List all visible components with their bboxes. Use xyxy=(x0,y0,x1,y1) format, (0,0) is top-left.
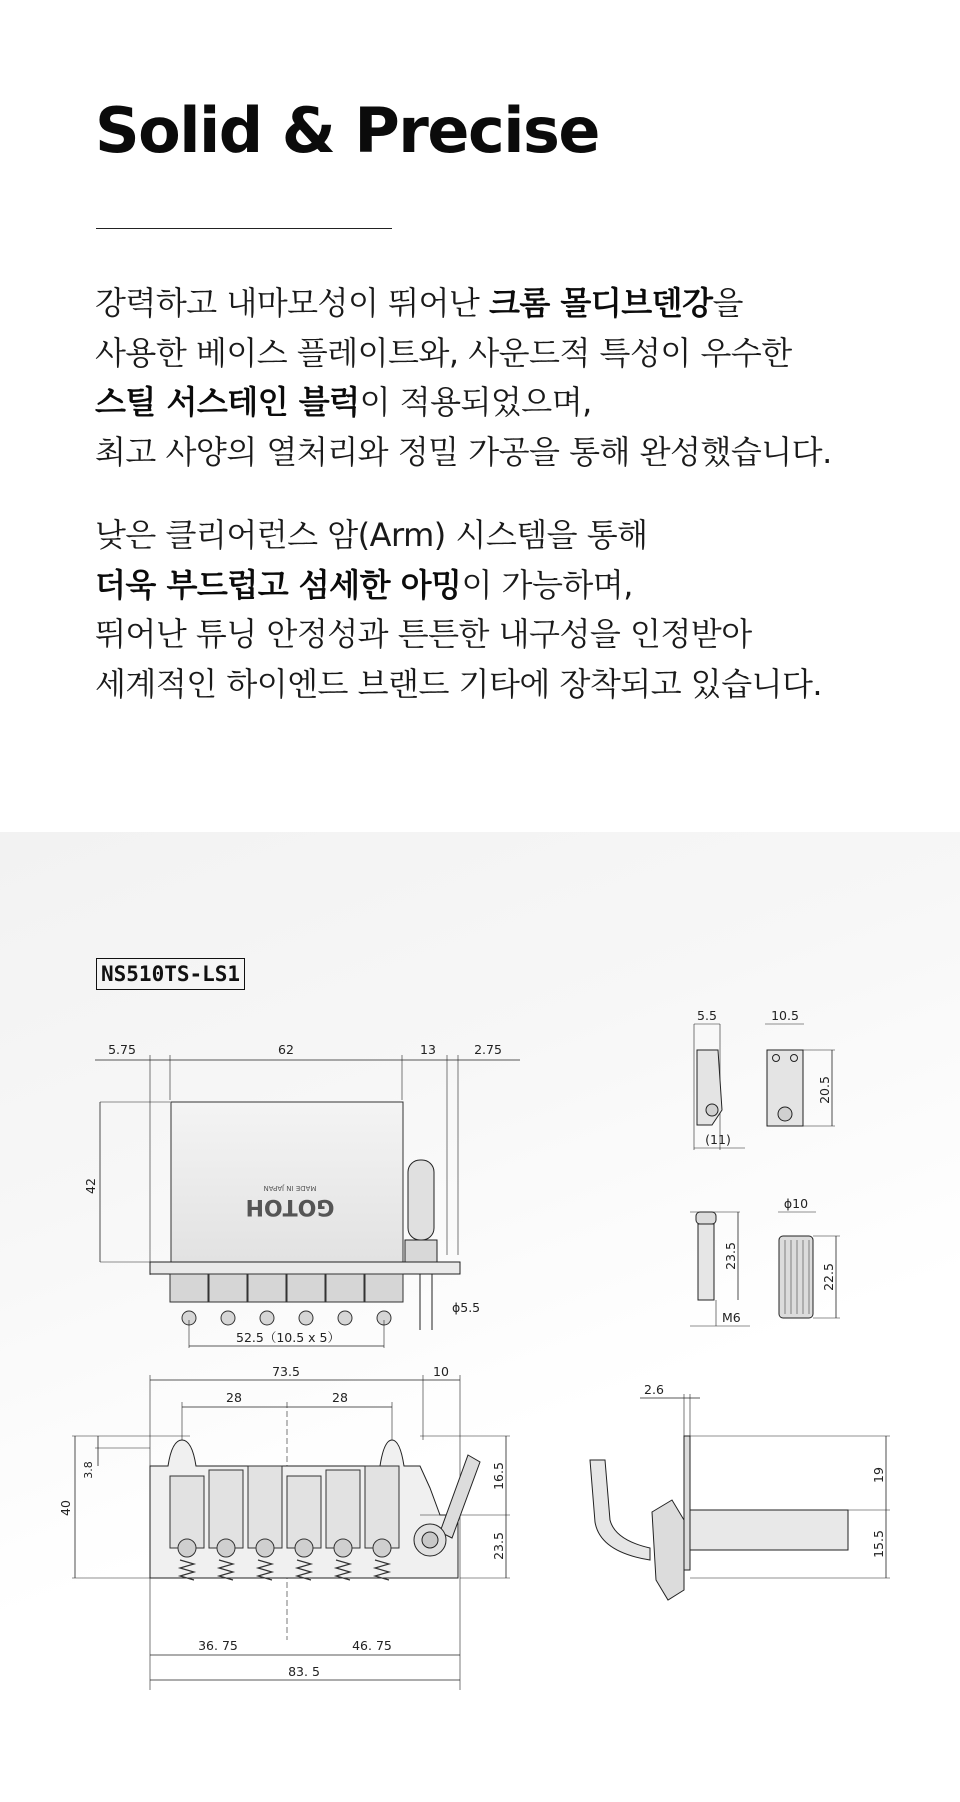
dim-top-arm-offset: 10 xyxy=(433,1364,449,1379)
dim-total-width: 83. 5 xyxy=(288,1664,320,1679)
dim-side-upper: 19 xyxy=(871,1467,886,1483)
dim-screw-length: 23.5 xyxy=(723,1242,738,1270)
dim-screw-thread: M6 xyxy=(722,1310,741,1325)
dim-top-total-depth: 40 xyxy=(58,1500,73,1516)
dim-knob-diameter: ϕ10 xyxy=(783,1196,809,1211)
emphasis-text: 스틸 서스테인 블럭 xyxy=(95,383,360,421)
dim-front-right-offset: 2.75 xyxy=(474,1042,502,1057)
dim-front-block-width: 62 xyxy=(278,1042,294,1057)
dim-top-body-width: 73.5 xyxy=(272,1364,300,1379)
body-text: 낮은 클리어런스 암(Arm) 시스템을 통해 xyxy=(95,516,648,554)
dim-top-inner-offset: 3.8 xyxy=(82,1461,95,1479)
dim-post-spacing-right: 28 xyxy=(332,1390,348,1405)
dim-arm-diameter: ϕ5.5 xyxy=(452,1300,481,1315)
dim-front-left-offset: 5.75 xyxy=(108,1042,136,1057)
top-view xyxy=(72,1375,510,1690)
dim-front-height: 42 xyxy=(83,1178,98,1194)
body-text: 이 가능하며, xyxy=(461,565,633,604)
made-in-japan-mark: MADE IN JAPAN xyxy=(263,1184,317,1192)
dim-side-lower: 15.5 xyxy=(871,1530,886,1558)
dim-bottom-right: 46. 75 xyxy=(352,1638,392,1653)
dim-saddle-front-width: 10.5 xyxy=(771,1008,799,1023)
page-heading: Solid & Precise xyxy=(95,94,599,167)
dim-side-thickness: 2.6 xyxy=(644,1382,664,1397)
model-number-label: NS510TS-LS1 xyxy=(96,958,245,990)
dim-front-collar: 13 xyxy=(420,1042,436,1057)
dim-top-right-lower: 23.5 xyxy=(491,1532,506,1560)
emphasis-text: 크롬 몰디브덴강 xyxy=(488,284,713,322)
body-text: 최고 사양의 열처리와 정밀 가공을 통해 완성했습니다. xyxy=(95,432,832,471)
body-text: 뛰어난 튜닝 안정성과 튼튼한 내구성을 인정받아 xyxy=(95,615,752,653)
dim-saddle-base: (11) xyxy=(705,1132,731,1147)
body-text: 세계적인 하이엔드 브랜드 기타에 장착되고 있습니다. xyxy=(95,664,823,703)
dim-bottom-left: 36. 75 xyxy=(198,1638,238,1653)
dim-top-right-upper: 16.5 xyxy=(491,1462,506,1490)
body-text: 강력하고 내마모성이 뛰어난 xyxy=(95,284,489,322)
screw-views xyxy=(690,1212,840,1326)
dim-knob-length: 22.5 xyxy=(821,1263,836,1291)
gotoh-logo: GOTOH xyxy=(245,1194,335,1219)
body-text: 이 적용되었으며, xyxy=(359,383,592,421)
side-view xyxy=(590,1394,890,1600)
dim-post-spacing-left: 28 xyxy=(226,1390,242,1405)
dim-string-spacing: 52.5（10.5 x 5） xyxy=(236,1330,340,1345)
body-text: 사용한 베이스 플레이트와, 사운드적 특성이 우수한 xyxy=(95,333,792,372)
dim-saddle-height: 20.5 xyxy=(817,1076,832,1104)
body-text: 을 xyxy=(712,284,743,322)
dim-saddle-side-width: 5.5 xyxy=(697,1008,717,1023)
emphasis-text: 더욱 부드럽고 섬세한 아밍 xyxy=(95,565,462,604)
